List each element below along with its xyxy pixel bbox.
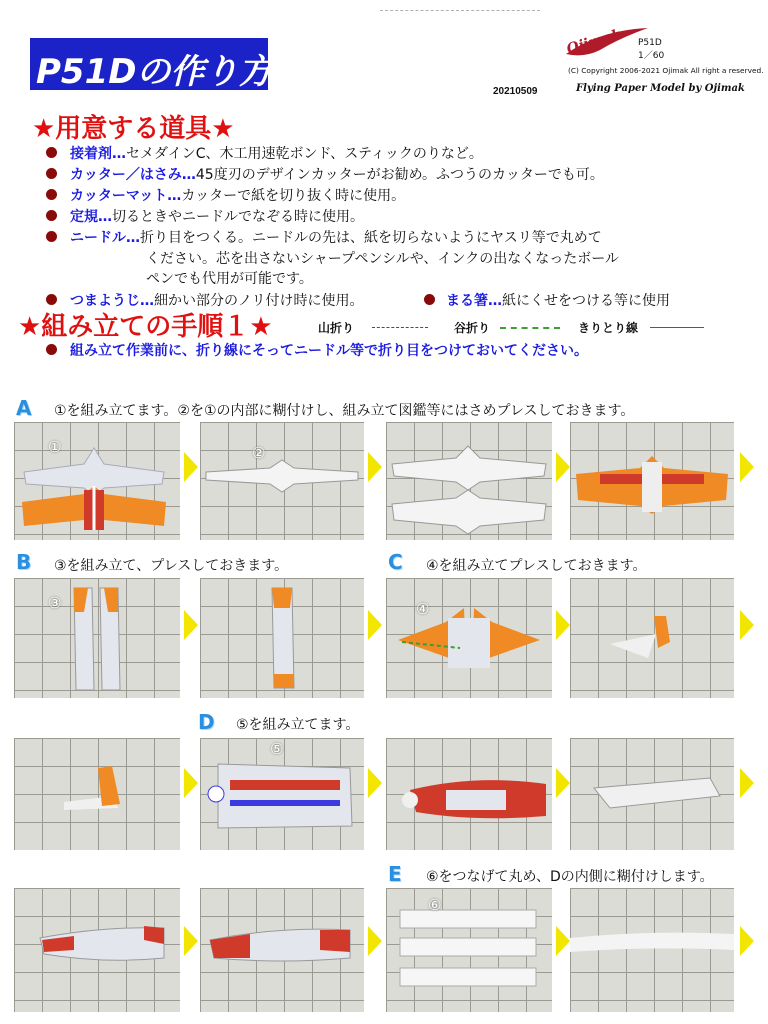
bullet-icon [424, 294, 435, 305]
tool-item-chopstick [446, 290, 670, 310]
title-banner [30, 38, 273, 92]
tool-desc: 紙にくせをつける等に使用 [502, 293, 670, 309]
step-b-badge: B [16, 550, 32, 574]
bullet-icon [46, 344, 57, 355]
next-arrow-icon [556, 610, 570, 640]
photo-e4 [570, 888, 734, 1012]
logo-scale: 1／60 [638, 51, 665, 61]
top-divider [380, 10, 540, 11]
step-a-text: ①を組み立てます。②を①の内部に糊付けし、組み立て図鑑等にはさめプレスしておきます。 [54, 403, 635, 419]
photo-b2 [200, 578, 364, 698]
tool-desc: 45度刃のデザインカッターがお勧め。ふつうのカッターでも可。 [195, 167, 604, 183]
tool-item-glue [70, 143, 483, 163]
next-arrow-icon [184, 610, 198, 640]
next-arrow-icon [184, 768, 198, 798]
photo-a3 [386, 422, 552, 540]
part-label: ⑤ [270, 740, 284, 758]
tool-term: まる箸… [446, 293, 502, 309]
legend-cut-label: きりとり線 [578, 321, 639, 335]
photo-e1 [14, 888, 180, 1012]
photo-c2 [570, 578, 734, 698]
next-arrow-icon [740, 926, 754, 956]
next-arrow-icon [368, 452, 382, 482]
tool-item-ruler [70, 206, 364, 226]
part-label: ④ [416, 600, 430, 618]
photo-d3 [570, 738, 734, 850]
tool-term: 接着剤… [70, 146, 126, 162]
part-label: ⑥ [428, 896, 442, 914]
next-arrow-icon [740, 452, 754, 482]
next-arrow-icon [368, 768, 382, 798]
photo-c3 [14, 738, 180, 850]
tool-term: 定規… [70, 209, 112, 225]
tools-heading: ★用意する道具★ [32, 114, 235, 144]
photo-d1 [200, 738, 364, 850]
logo-tagline: Flying Paper Model by Ojimak [576, 83, 745, 94]
tool-item-needle-cont1: ください。芯を出さないシャープペンシルや、インクの出なくなったボール [146, 251, 619, 267]
tool-desc: 折り目をつくる。ニードルの先は、紙を切らないようにヤスリ等で丸めて [140, 230, 602, 246]
part-label: ① [48, 438, 62, 456]
bullet-icon [46, 294, 57, 305]
step-a-badge: A [16, 396, 32, 420]
valley-fold-line-icon [500, 327, 560, 329]
photo-a1 [14, 422, 180, 540]
photo-e3 [386, 888, 552, 1012]
bullet-icon [46, 231, 57, 242]
next-arrow-icon [368, 926, 382, 956]
logo-brand-text: Ojimak [564, 26, 624, 58]
photo-e2 [200, 888, 364, 1012]
tool-item-mat [70, 185, 405, 205]
mountain-fold-line-icon [372, 327, 428, 328]
tool-item-needle [70, 227, 602, 247]
tool-term: カッターマット… [70, 188, 182, 204]
part-label: ③ [48, 594, 62, 612]
next-arrow-icon [556, 452, 570, 482]
next-arrow-icon [556, 768, 570, 798]
tool-desc: 細かい部分のノリ付け時に使用。 [154, 293, 364, 309]
photo-a2 [200, 422, 364, 540]
tool-item-needle-cont2: ペンでも代用が可能です。 [146, 271, 313, 287]
document-date: 20210509 [493, 86, 538, 97]
next-arrow-icon [368, 610, 382, 640]
part-label: ② [252, 444, 266, 462]
step-c-badge: C [388, 550, 403, 574]
bullet-icon [46, 168, 57, 179]
next-arrow-icon [740, 610, 754, 640]
step-d-badge: D [198, 710, 215, 734]
bullet-icon [46, 147, 57, 158]
steps-note: 組み立て作業前に、折り線にそってニードル等で折り目をつけておいてください。 [70, 343, 588, 359]
next-arrow-icon [740, 768, 754, 798]
photo-b1 [14, 578, 180, 698]
legend-mountain-label: 山折り [318, 321, 355, 335]
tool-desc: 切るときやニードルでなぞる時に使用。 [112, 209, 364, 225]
next-arrow-icon [184, 926, 198, 956]
next-arrow-icon [556, 926, 570, 956]
bullet-icon [46, 210, 57, 221]
steps-heading: ★組み立ての手順１★ [18, 312, 273, 342]
tool-term: つまようじ… [70, 293, 154, 309]
step-e-badge: E [388, 862, 402, 886]
legend-valley-label: 谷折り [454, 321, 491, 335]
bullet-icon [46, 189, 57, 200]
tool-desc: カッターで紙を切り抜く時に使用。 [181, 188, 406, 204]
cut-line-icon [650, 327, 704, 328]
step-b-text: ③を組み立て、プレスしておきます。 [54, 558, 289, 574]
tool-term: カッター／はさみ… [70, 167, 196, 183]
step-e-text: ⑥をつなげて丸め、Dの内側に糊付けします。 [426, 869, 714, 885]
page-title: P51Dの作り方 [36, 52, 273, 92]
photo-a4 [570, 422, 734, 540]
tool-item-cutter [70, 164, 604, 184]
logo-copyright: (C) Copyright 2006-2021 Ojimak All right a reserved. [568, 66, 764, 75]
brand-logo [560, 24, 764, 104]
step-d-text: ⑤を組み立てます。 [236, 717, 360, 733]
photo-c1 [386, 578, 552, 698]
photo-d2 [386, 738, 552, 850]
step-c-text: ④を組み立てプレスしておきます。 [426, 558, 647, 574]
tool-term: ニードル… [70, 230, 140, 246]
logo-model: P51D [638, 38, 662, 48]
tool-desc: セメダインC、木工用速乾ボンド、スティックのりなど。 [126, 146, 483, 162]
next-arrow-icon [184, 452, 198, 482]
